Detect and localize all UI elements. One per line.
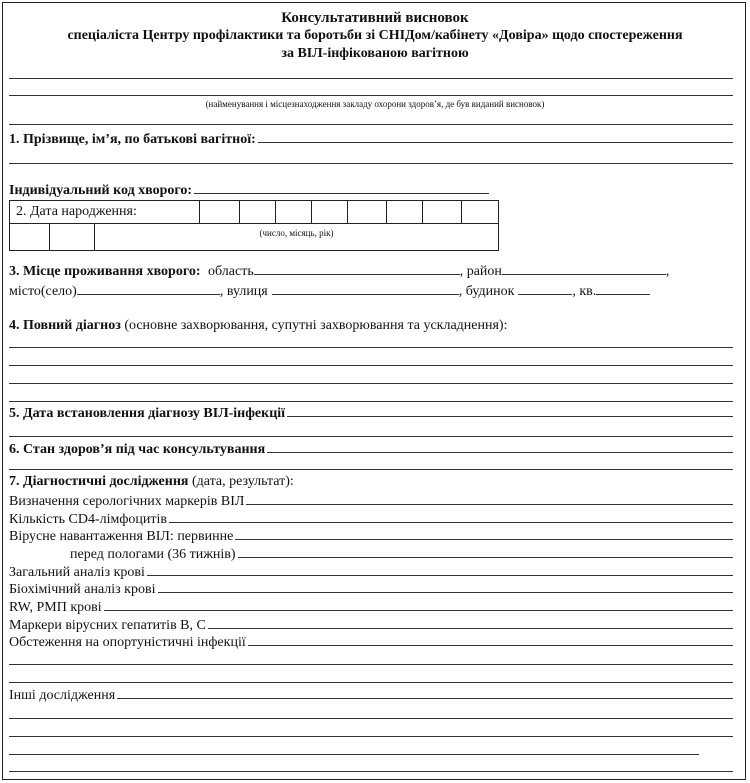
- test-row: [9, 580, 733, 598]
- birth-date-cell[interactable]: [312, 201, 348, 224]
- test-result-field[interactable]: [104, 598, 733, 611]
- misto-field[interactable]: [77, 284, 220, 295]
- test-result-field[interactable]: [169, 510, 733, 523]
- other-tests-field[interactable]: [117, 686, 733, 699]
- section-3-row-1: [9, 264, 669, 280]
- test-row: [9, 563, 733, 581]
- birth-date-cell[interactable]: [240, 201, 276, 224]
- section-7-note: (дата, результат):: [191, 474, 294, 489]
- other-tests-line[interactable]: [9, 736, 733, 737]
- health-state-line-2[interactable]: [9, 469, 733, 470]
- birth-date-cell[interactable]: [200, 201, 240, 224]
- birth-date-table: [9, 200, 499, 251]
- birth-date-cell[interactable]: [462, 201, 499, 224]
- birth-date-label: 2. Дата народження:: [10, 201, 200, 224]
- raion-field[interactable]: [502, 264, 666, 275]
- code-field[interactable]: [194, 181, 489, 194]
- raion-label: , район: [459, 264, 502, 279]
- test-result-field[interactable]: [147, 563, 733, 576]
- other-tests-line[interactable]: [9, 718, 733, 719]
- other-tests-line[interactable]: [9, 771, 733, 772]
- diagnosis-date-line-2[interactable]: [9, 436, 733, 437]
- section-4-note: (основне захворювання, супутні захворювання та ускладнення):: [124, 318, 508, 333]
- section-6-row: [9, 440, 733, 458]
- other-tests-label: Інші дослідження: [9, 688, 116, 703]
- test-row: [9, 616, 733, 634]
- form-title: Консультативний висновок: [281, 10, 469, 26]
- birth-date-cell[interactable]: [276, 201, 312, 224]
- section-3-row-2: [9, 284, 650, 300]
- comma: ,: [665, 264, 670, 279]
- kv-field[interactable]: [596, 284, 650, 295]
- test-label: перед пологами (36 тижнів): [70, 547, 236, 562]
- test-row: [9, 598, 733, 616]
- oblast-field[interactable]: [254, 264, 460, 275]
- diagnosis-line[interactable]: [9, 383, 733, 384]
- birth-date-cell[interactable]: [348, 201, 387, 224]
- diagnosis-line[interactable]: [9, 401, 733, 402]
- test-result-field[interactable]: [238, 545, 733, 558]
- full-name-line-2[interactable]: [9, 163, 733, 164]
- institution-line-2[interactable]: [9, 95, 733, 96]
- budynok-field[interactable]: [518, 284, 572, 295]
- section-5-label: 5. Дата встановлення діагнозу ВІЛ-інфекції: [9, 406, 286, 421]
- health-state-field[interactable]: [267, 440, 733, 453]
- birth-date-cell[interactable]: [387, 201, 423, 224]
- institution-line-1[interactable]: [9, 78, 733, 79]
- test-row: [9, 527, 733, 545]
- test-label: Визначення серологічних маркерів ВІЛ: [9, 494, 245, 509]
- diagnosis-date-field[interactable]: [287, 404, 733, 417]
- test-row: [9, 510, 733, 528]
- test-label: Біохімічний аналіз крові: [9, 582, 156, 597]
- diagnosis-line[interactable]: [9, 347, 733, 348]
- section-6-label: 6. Стан здоров’я під час консультування: [9, 442, 266, 457]
- test-label: Кількість СD4-лімфоцитів: [9, 512, 168, 527]
- form-subtitle-2: за ВІЛ-інфікованою вагітною: [281, 46, 469, 61]
- section-4-label: 4. Повний діагноз: [9, 318, 121, 333]
- birth-date-cell[interactable]: [423, 201, 462, 224]
- code-label: Індивідуальний код хворого:: [9, 183, 193, 198]
- code-row: [9, 181, 489, 199]
- section-1-row: [9, 130, 733, 148]
- vulytsia-label: , вулиця: [219, 284, 268, 299]
- section-1-label: 1. Прізвище, ім’я, по батькові вагітної:: [9, 132, 256, 147]
- oblast-label: область: [208, 264, 254, 279]
- budynok-label: , будинок: [458, 284, 515, 299]
- test-label: Вірусне навантаження ВІЛ: первинне: [9, 529, 234, 544]
- institution-line-3: [9, 124, 733, 125]
- test-label: Загальний аналіз крові: [9, 565, 145, 580]
- tests-extra-line[interactable]: [9, 664, 733, 665]
- vulytsia-field[interactable]: [272, 284, 459, 295]
- test-label: Обстеження на опортуністичні інфекції: [9, 635, 246, 650]
- section-3-label: 3. Місце проживання хворого:: [9, 264, 201, 279]
- other-tests-line[interactable]: [9, 754, 699, 755]
- section-4-row: [9, 318, 507, 334]
- tests-extra-line[interactable]: [9, 682, 733, 683]
- form-subtitle: спеціаліста Центру профілактики та боротьби зі СНІДом/кабінету «Довіра» щодо спостереження: [67, 28, 683, 43]
- test-row: [70, 545, 733, 563]
- test-row: [9, 633, 733, 651]
- test-result-field[interactable]: [246, 492, 733, 505]
- section-7-row: [9, 474, 294, 490]
- full-name-field[interactable]: [258, 130, 733, 143]
- test-label: RW, РМП крові: [9, 600, 102, 615]
- section-5-row: [9, 404, 733, 422]
- diagnosis-line[interactable]: [9, 365, 733, 366]
- test-row: [9, 492, 733, 510]
- test-result-field[interactable]: [235, 527, 733, 540]
- test-result-field[interactable]: [208, 616, 733, 629]
- test-result-field[interactable]: [158, 580, 734, 593]
- birth-date-note: (число, місяць, рік): [95, 224, 499, 251]
- other-tests-row: [9, 686, 733, 704]
- test-label: Маркери вірусних гепатитів В, С: [9, 618, 206, 633]
- kv-label: , кв.: [572, 284, 597, 299]
- institution-note: (найменування і місцезнаходження закладу охорони здоров’я, де був виданий висновок): [205, 99, 545, 109]
- birth-date-cell[interactable]: [50, 224, 95, 251]
- misto-label: місто(село): [9, 284, 77, 299]
- birth-date-cell[interactable]: [10, 224, 50, 251]
- test-result-field[interactable]: [248, 633, 733, 646]
- section-7-label: 7. Діагностичні дослідження: [9, 474, 189, 489]
